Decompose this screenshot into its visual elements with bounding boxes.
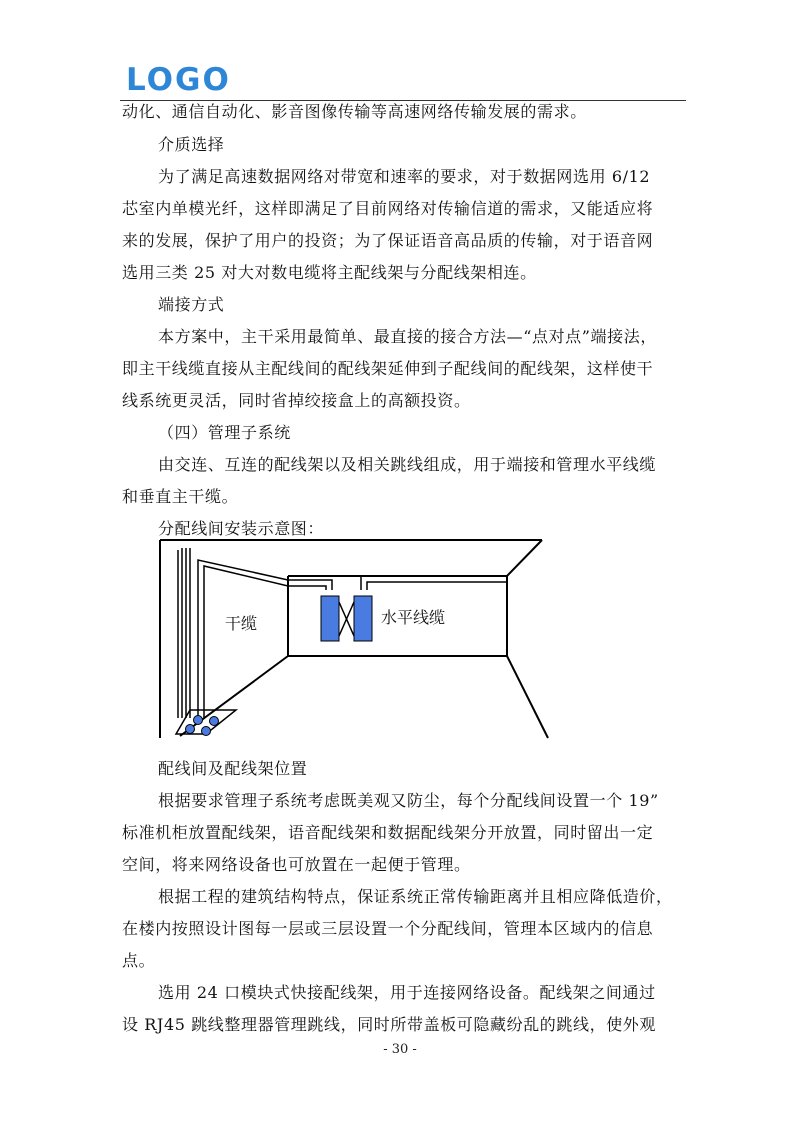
paragraph-line: 来的发展，保护了用户的投资；为了保证语音高品质的传输，对于语音网 — [122, 231, 654, 250]
paragraph-line: 在楼内按照设计图每一层或三层设置一个分配线间，管理本区域内的信息 — [122, 919, 654, 938]
trunk-cable — [198, 560, 332, 718]
paragraph-line: 选用三类 25 对大对数电缆将主配线架与分配线架相连。 — [122, 263, 537, 282]
conduit-circle — [210, 717, 219, 726]
paragraph-line: 根据要求管理子系统考虑既美观又防尘，每个分配线间设置一个 19” — [158, 791, 659, 810]
heading-media-selection: 介质选择 — [158, 135, 225, 154]
conduit-circle — [202, 727, 211, 736]
logo: LOGO — [126, 62, 231, 98]
paragraph-line: 选用 24 口模块式快接配线架，用于连接网络设备。配线架之间通过 — [158, 983, 656, 1002]
diagram-outline — [507, 540, 542, 576]
diagram-outline — [507, 656, 548, 738]
horizontal-cable — [361, 576, 506, 590]
paragraph-line: 芯室内单模光纤，这样即满足了目前网络对传输信道的需求，又能适应将 — [122, 199, 654, 218]
paragraph-line: 为了满足高速数据网络对带宽和速率的要求，对于数据网选用 6/12 — [158, 167, 651, 186]
label-horizontal: 水平线缆 — [381, 608, 446, 627]
paragraph-line: 即主干线缆直接从主配线间的配线架延伸到子配线间的配线架，这样使干 — [122, 359, 654, 378]
paragraph-line: 空间，将来网络设备也可放置在一起便于管理。 — [122, 855, 471, 874]
paragraph-line: 点。 — [122, 951, 156, 970]
wiring-closet-diagram — [150, 538, 560, 743]
paragraph-line: 动化、通信自动化、影音图像传输等高速网络传输发展的需求。 — [122, 102, 587, 121]
distribution-rack-right — [354, 596, 372, 641]
conduit-circle — [194, 716, 203, 725]
paragraph-line: 和垂直主干缆。 — [122, 487, 239, 506]
horizontal-cable — [367, 582, 506, 590]
paragraph-line: 由交连、互连的配线架以及相关跳线组成，用于端接和管理水平线缆 — [158, 455, 657, 474]
heading-management-subsystem: （四）管理子系统 — [158, 423, 291, 442]
diagram-caption: 分配线间安装示意图： — [158, 519, 325, 538]
paragraph-line: 标准机柜放置配线架，语音配线架和数据配线架分开放置，同时留出一定 — [122, 823, 654, 842]
paragraph-line: 本方案中，主干采用最简单、最直接的接合方法—“点对点”端接法， — [158, 327, 657, 346]
trunk-cable — [204, 566, 326, 718]
conduit-circle — [186, 725, 195, 734]
heading-closet-location: 配线间及配线架位置 — [158, 759, 308, 778]
paragraph-line: 设 RJ45 跳线整理器管理跳线，同时所带盖板可隐藏纷乱的跳线，使外观 — [122, 1015, 656, 1034]
heading-termination: 端接方式 — [158, 295, 225, 314]
paragraph-line: 线系统更灵活，同时省掉绞接盒上的高额投资。 — [122, 391, 471, 410]
paragraph-line: 根据工程的建筑结构特点，保证系统正常传输距离并且相应降低造价， — [158, 887, 673, 906]
distribution-rack-left — [321, 596, 339, 641]
page-number: - 30 - — [383, 1042, 417, 1057]
label-trunk: 干缆 — [225, 614, 258, 633]
